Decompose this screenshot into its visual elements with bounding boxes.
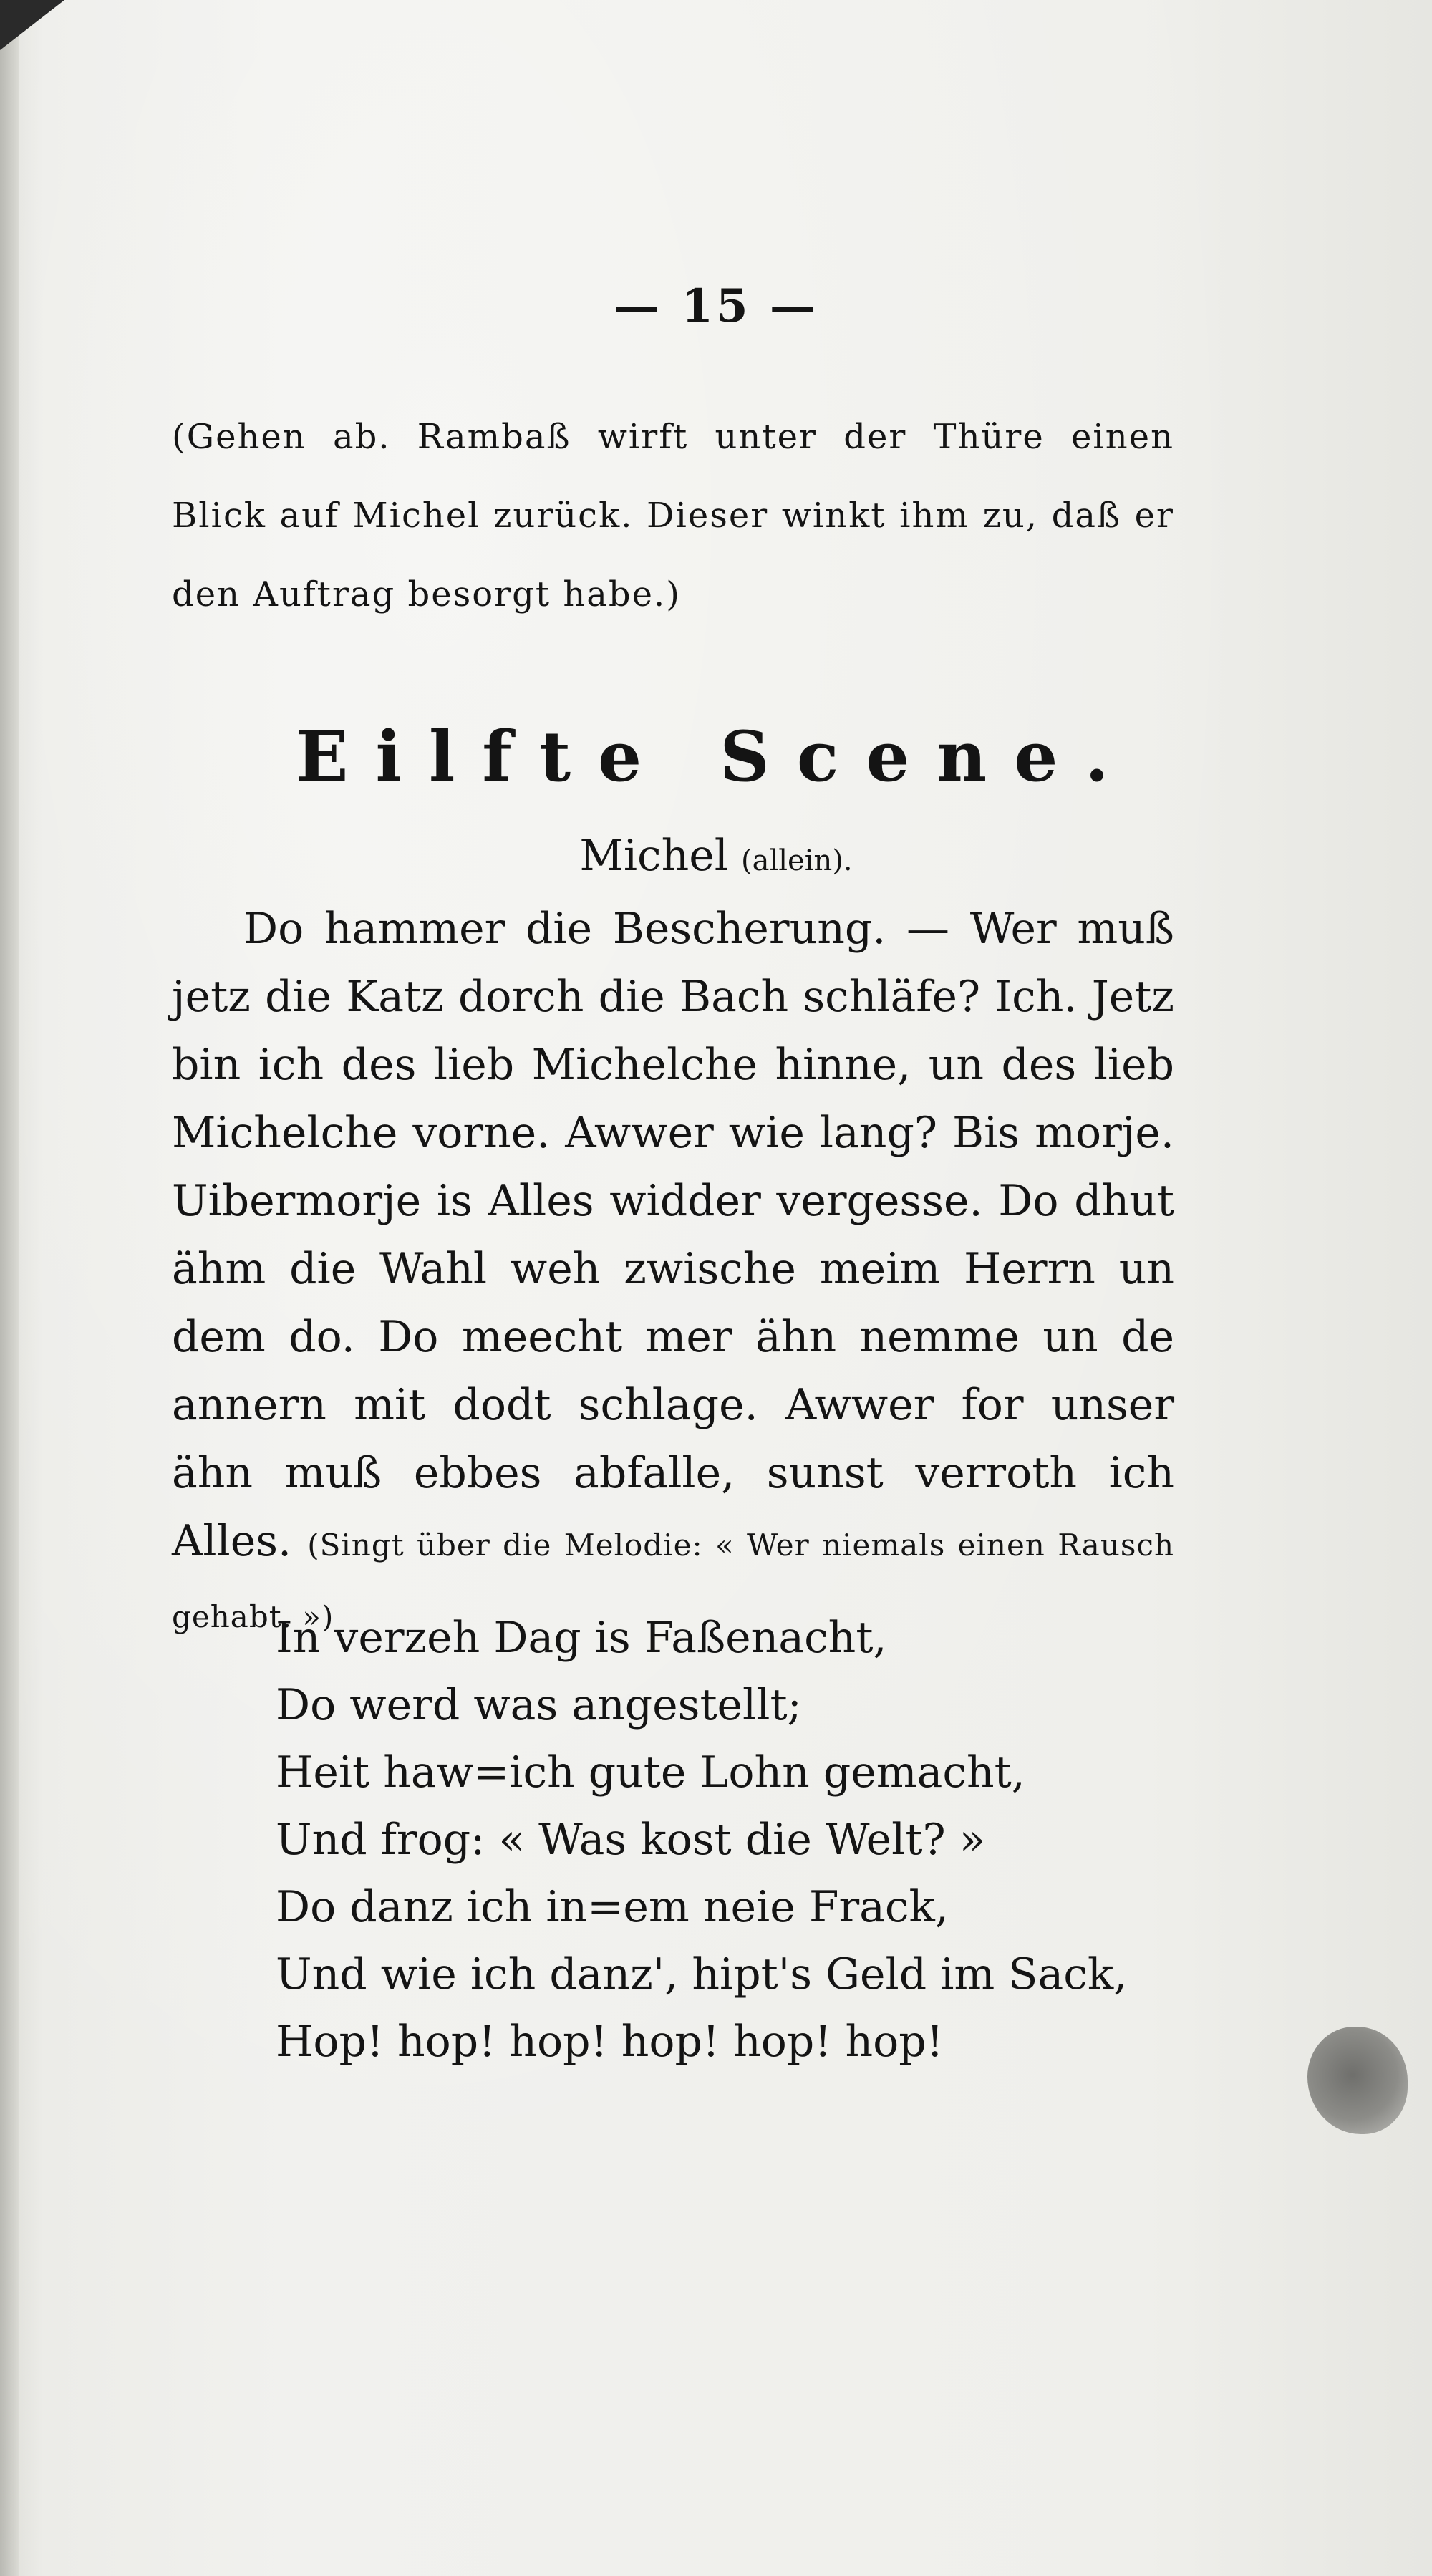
verse-line: Do danz ich in=em neie Frack, bbox=[276, 1882, 949, 1932]
monologue bbox=[172, 895, 1174, 1651]
song-verse bbox=[276, 1604, 1206, 2075]
verse-line: Und wie ich danz', hipt's Geld im Sack, bbox=[276, 1949, 1128, 1999]
scene-title: Eilfte Scene. bbox=[296, 716, 1136, 797]
verse-line: Heit haw=ich gute Lohn gemacht, bbox=[276, 1747, 1025, 1798]
song-direction: (Singt über die Melodie: « Wer niemals einen Rausch gehabt. ») bbox=[172, 1528, 1175, 1634]
speaker-aside: (allein). bbox=[740, 844, 853, 877]
torn-corner bbox=[0, 0, 64, 50]
verse-line: Do werd was angestellt; bbox=[276, 1680, 802, 1730]
verse-line: In verzeh Dag is Faßenacht, bbox=[276, 1613, 887, 1663]
speaker-name: Michel bbox=[579, 831, 728, 881]
page-left-edge bbox=[0, 0, 19, 2576]
verse-line: Hop! hop! hop! hop! hop! hop! bbox=[276, 2017, 944, 2067]
verse-line: Und frog: « Was kost die Welt? » bbox=[276, 1815, 986, 1865]
stage-direction: (Gehen ab. Rambaß wirft unter der Thüre einen Blick auf Michel zurück. Dieser winkt ihm zu, daß er den Auftrag besorgt habe.) bbox=[172, 417, 1174, 614]
monologue-text: Do hammer die Bescherung. — Wer muß jetz die Katz dorch die Bach schläfe? Ich. Jetz bin ich des lieb Michelche hinne, un des lieb Michelche vorne. Awwer wie lang? Bis morje. Uibermorje is Alles widder vergesse. Do dhut ähm die Wahl weh zwische meim Herrn un dem do. Do meecht mer ähn nemme un de annern mit dodt schlage. Awwer for unser ähn muß ebbes abfalle, sunst verroth ich Alles. bbox=[172, 904, 1174, 1566]
page-number: — 15 — bbox=[614, 279, 818, 333]
monologue-paragraph bbox=[172, 895, 1174, 1651]
speaker-line bbox=[0, 831, 1432, 881]
ink-stain bbox=[1307, 2027, 1408, 2134]
